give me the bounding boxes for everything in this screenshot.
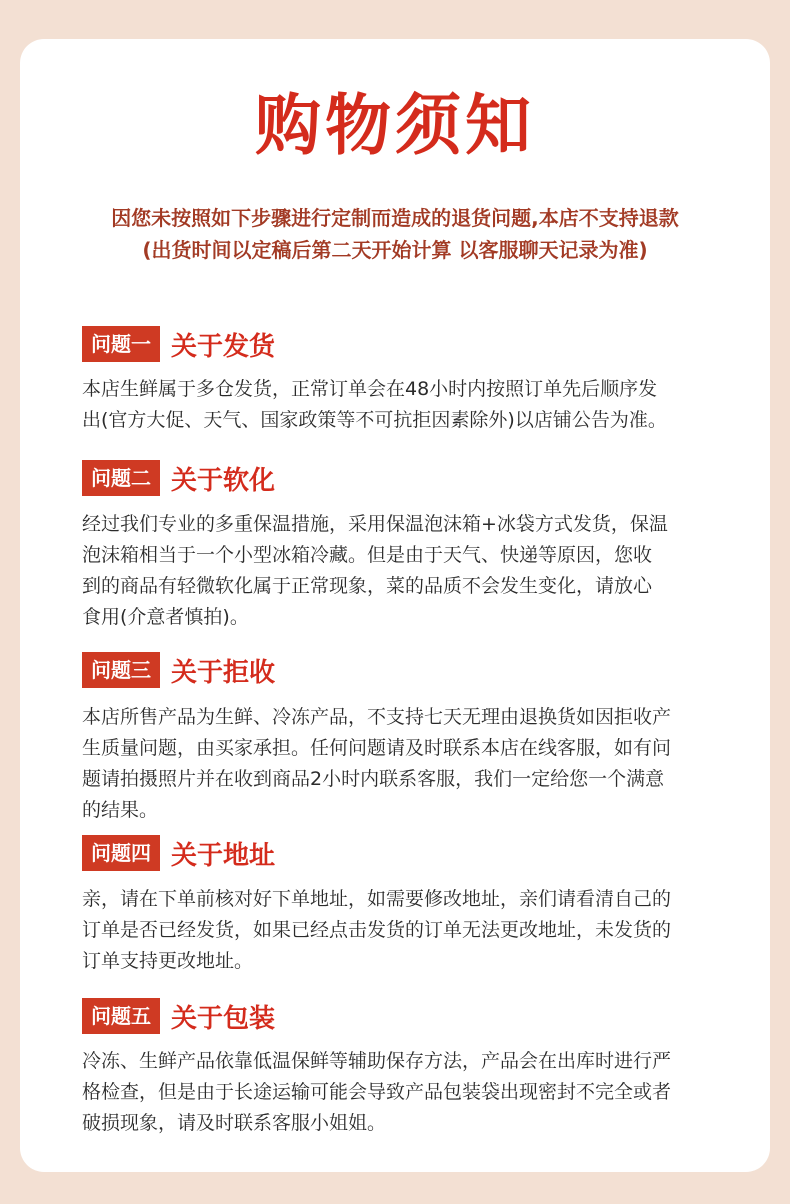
section-5-line: 冷冻、生鲜产品依靠低温保鲜等辅助保存方法，产品会在出库时进行严: [82, 1050, 672, 1072]
subtitle-line-1: 因您未按照如下步骤进行定制而造成的退货问题,本店不支持退款: [111, 206, 679, 230]
section-1-tag: 问题一: [82, 326, 160, 362]
section-4-line: 订单支持更改地址。: [82, 950, 254, 972]
section-1-header: [82, 326, 275, 362]
section-5-tag: 问题五: [82, 998, 160, 1034]
section-5-line: 破损现象，请及时联系客服小姐姐。: [82, 1112, 387, 1134]
section-5-body: [82, 1046, 742, 1139]
section-2-title: 关于软化: [171, 465, 276, 496]
section-4-title: 关于地址: [171, 840, 276, 871]
section-5-line: 格检查，但是由于长途运输可能会导致产品包装袋出现密封不完全或者: [82, 1081, 672, 1103]
section-4-line: 订单是否已经发货，如果已经点击发货的订单无法更改地址，未发货的: [82, 919, 672, 941]
section-1-line: 本店生鲜属于多仓发货，正常订单会在48小时内按照订单先后顺序发: [82, 378, 658, 400]
section-2-body: [82, 509, 742, 633]
section-2-line: 食用(介意者慎拍)。: [82, 606, 249, 628]
section-2-line: 到的商品有轻微软化属于正常现象，菜的品质不会发生变化，请放心: [82, 575, 653, 597]
section-3-title: 关于拒收: [171, 657, 276, 688]
section-3-line: 本店所售产品为生鲜、冷冻产品，不支持七天无理由退换货如因拒收产: [82, 706, 672, 728]
section-3-line: 的结果。: [82, 799, 159, 821]
section-5-header: [82, 998, 275, 1034]
section-3-tag: 问题三: [82, 652, 160, 688]
section-3-header: [82, 652, 275, 688]
section-5-title: 关于包装: [171, 1003, 276, 1034]
section-4-body: [82, 884, 742, 977]
section-4-header: [82, 835, 275, 871]
section-2-line: 泡沫箱相当于一个小型冰箱冷藏。但是由于天气、快递等原因，您收: [82, 544, 653, 566]
section-3-body: [82, 702, 742, 826]
section-3-line: 生质量问题，由买家承担。任何问题请及时联系本店在线客服，如有问: [82, 737, 672, 759]
subtitle-line-2: (出货时间以定稿后第二天开始计算 以客服聊天记录为准): [142, 238, 648, 262]
section-2-header: [82, 460, 275, 496]
section-4-line: 亲，请在下单前核对好下单地址，如需要修改地址，亲们请看清自己的: [82, 888, 672, 910]
section-1-title: 关于发货: [171, 331, 276, 362]
page-title: 购物须知: [255, 87, 535, 164]
section-3-line: 题请拍摄照片并在收到商品2小时内联系客服，我们一定给您一个满意: [82, 768, 665, 790]
section-1-line: 出(官方大促、天气、国家政策等不可抗拒因素除外)以店铺公告为准。: [82, 409, 667, 431]
section-1-body: [82, 374, 742, 436]
section-4-tag: 问题四: [82, 835, 160, 871]
section-2-line: 经过我们专业的多重保温措施，采用保温泡沫箱+冰袋方式发货，保温: [82, 513, 668, 535]
section-2-tag: 问题二: [82, 460, 160, 496]
